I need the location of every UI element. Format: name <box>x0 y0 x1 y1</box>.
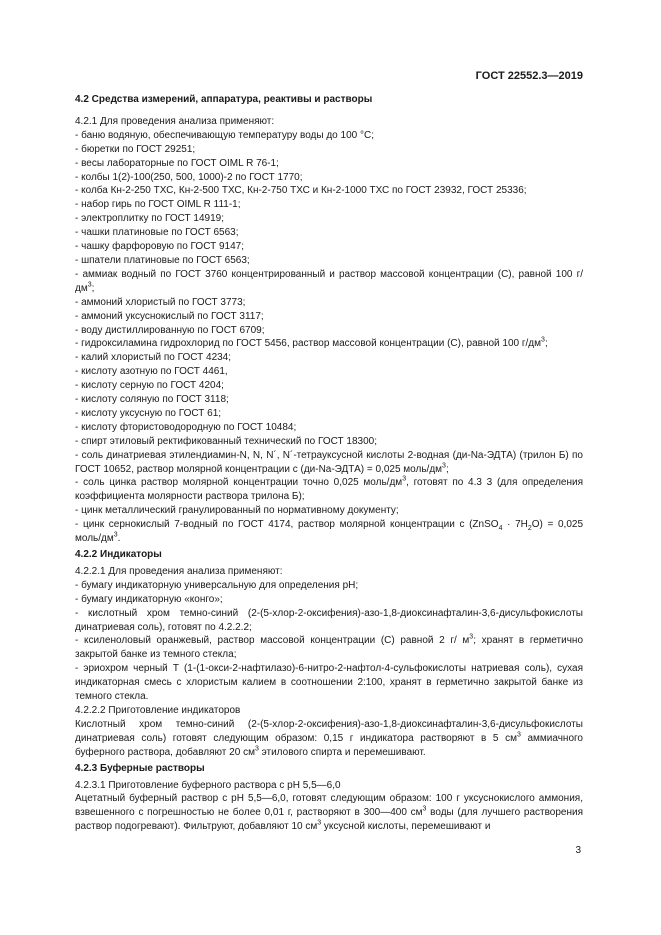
paragraph-indicator-prep <box>75 718 583 760</box>
list-item-text: - гидроксиламина гидрохлорид по ГОСТ 5456, раствор массовой концентрации (С), равной 100 г/дм <box>75 338 542 350</box>
list-item: - кислоту серную по ГОСТ 4204; <box>75 380 224 392</box>
superscript: 3 <box>402 476 407 484</box>
list-item: - аммоний хлористый по ГОСТ 3773; <box>75 296 246 308</box>
paragraph-text: Ацетатный буферный раствор с рН 5,5—6,0, готовят следующим образом: 100 г уксуснокислого аммония, взвешенного с погрешностью не более 0,01 г, растворяют в 300—400 см <box>75 793 583 819</box>
list-item: - набор гирь по ГОСТ OIML R 111-1; <box>75 199 241 211</box>
subscript: 4 <box>498 525 503 533</box>
list-item: - калий хлористый по ГОСТ 4234; <box>75 352 232 364</box>
list-item: - гидроксиламина гидрохлорид по ГОСТ 5456, раствор массовой концентрации (С), равной 100 $г/дм^3$; <box>75 337 548 350</box>
section-heading-4-2-3: 4.2.3 Буферные растворы <box>75 762 205 774</box>
paragraph-4-2-3-1: 4.2.3.1 Приготовление буферного раствора с рН 5,5—6,0 <box>75 779 341 791</box>
paragraph-text: воды (для лучшего растворения раствор подогревают). Фильтруют, добавляют 10 см <box>75 807 583 833</box>
list-item: - колбы 1(2)-100(250, 500, 1000)-2 по ГОСТ 1770; <box>75 171 303 183</box>
list-item-text: - цинк сернокислый 7-водный по ГОСТ 4174, раствор молярной концентрации с (ZnSO <box>75 519 499 531</box>
list-item: - шпатели платиновые по ГОСТ 6563; <box>75 254 250 266</box>
list-item: - цинк металлический гранулированный по нормативному документу; <box>75 505 399 517</box>
list-item: - весы лабораторные по ГОСТ OIML R 76-1; <box>75 157 279 169</box>
paragraph-text: аммиачного буферного раствора, добавляют 20 см <box>75 732 583 758</box>
list-item-text: - соль цинка раствор молярной концентрации точно 0,025 моль/дм <box>75 477 403 489</box>
list-item: - бумагу индикаторную универсальную для определения рН; <box>75 579 359 591</box>
superscript: 3 <box>442 462 446 470</box>
list-item: - цинк сернокислый 7-водный по ГОСТ 4174, раствор молярной концентрации с (ZnSO$_4$ · $7H_2O) = 0,025$ моль/$дм^3$. <box>75 519 584 545</box>
list-item: - бюретки по ГОСТ 29251; <box>75 143 196 155</box>
document-body <box>75 93 583 834</box>
list-item-text: - ксиленоловый оранжевый, раствор массовой концентрации (С) равной 2 г/ м <box>75 635 470 647</box>
list-item: - чашку фарфоровую по ГОСТ 9147; <box>75 241 244 253</box>
page-number: 3 <box>575 845 581 856</box>
list-item: - спирт этиловый ректификованный технический по ГОСТ 18300; <box>75 435 377 447</box>
list-item <box>75 476 583 504</box>
superscript: 3 <box>87 281 92 289</box>
list-item: - кислотный хром темно-синий (2-(5-хлор-2-оксифения)-азо-1,8-диоксинафталин-3,6-дисульфокислоты динатриевая соль), готовят по 4.2.2.2; <box>75 607 583 633</box>
list-item <box>75 634 583 662</box>
list-item-text: , готовят по 4.3 3 (для определения коэффициента молярности раствора трилона Б); <box>75 477 583 503</box>
list-item: - кислоту соляную по ГОСТ 3118; <box>75 394 229 406</box>
superscript: 3 <box>516 731 521 739</box>
list-item: - кислоту уксусную по ГОСТ 61; <box>75 407 222 419</box>
paragraph-4-2-2-2: 4.2.2.2 Приготовление индикаторов <box>75 704 241 716</box>
list-item: - эриохром черный Т (1-(1-окси-2-нафтилазо)-6-нитро-2-нафтол-4-сульфокислоты натриевая соль), сухая индикаторная смесь с хлористым калием в соотношении 2:100, хранят в герметично закрытой банке из темного стекла. <box>75 663 583 703</box>
paragraph-text: Кислотный хром темно-синий (2-(5-хлор-2-оксифения)-азо-1,8-диоксинафталин-3,6-дисульфокислоты динатриевая соль) готовят следующим образом: 0,15 г индикатора растворяют в 5 см <box>75 718 583 744</box>
superscript: 3 <box>254 745 259 753</box>
list-item: - аммиак водный по ГОСТ 3760 концентрированный и раствор массовой концентрации (С), равной 100 $г/дм^3$; <box>75 268 583 294</box>
superscript: 3 <box>113 531 118 539</box>
paragraph-4-2-2-1: 4.2.2.1 Для проведения анализа применяют: <box>75 565 283 577</box>
paragraph-text: уксусной кислоты, перемешивают и <box>321 821 491 833</box>
list-item: - кислоту фтористоводородную по ГОСТ 10484; <box>75 421 297 433</box>
list-item: - бумагу индикаторную «конго»; <box>75 593 223 605</box>
list-item-text: - соль динатриевая этилендиамин-N, N, N´, N´-тетрауксусной кислоты 2-водная (ди-Na-ЭДТА) (трилон Б) по ГОСТ 10652, раствор молярной концентрации с (ди-Na-ЭДТА) = 0,025 моль/дм <box>75 449 583 475</box>
superscript: 3 <box>317 819 322 827</box>
list-item-text: O) = 0,025 моль/дм <box>75 519 584 545</box>
section-heading-4-2: 4.2 Средства измерений, аппаратура, реактивы и растворы <box>75 94 373 105</box>
list-item: - чашки платиновые по ГОСТ 6563; <box>75 227 239 239</box>
list-item: - электроплитку по ГОСТ 14919; <box>75 213 225 225</box>
equipment-list <box>75 129 583 546</box>
paragraph-text: этилового спирта и перемешивают. <box>258 746 426 758</box>
list-item: - соль динатриевая этилендиамин-N, N, N´, N´-тетрауксусной кислоты 2-водная (ди-Na-ЭДТА) (трилон Б) по ГОСТ 10652, раствор молярной концентрации с (ди-Na-ЭДТА) = 0,025 моль/$дм^3$; <box>75 449 583 475</box>
superscript: 3 <box>469 634 474 642</box>
superscript: 3 <box>541 337 545 345</box>
list-item: - аммоний уксуснокислый по ГОСТ 3117; <box>75 310 264 322</box>
list-item: - баню водяную, обеспечивающую температуру воды до 100 °С; <box>75 129 374 141</box>
paragraph-4-2-1: 4.2.1 Для проведения анализа применяют: <box>75 115 275 127</box>
list-item-text: ; хранят в герметично закрытой банке из темного стекла; <box>75 635 583 661</box>
subscript: 2 <box>527 525 532 533</box>
list-item: - колба Кн-2-250 ТХС, Кн-2-500 ТХС, Кн-2-750 ТХС и Кн-2-1000 ТХС по ГОСТ 23932, ГОСТ 25336; <box>75 185 527 197</box>
list-item-text: · 7H <box>502 519 528 531</box>
paragraph-buffer-prep <box>75 792 583 834</box>
list-item: - воду дистиллированную по ГОСТ 6709; <box>75 324 265 336</box>
section-heading-4-2-2: 4.2.2 Индикаторы <box>75 549 162 560</box>
document-code: ГОСТ 22552.3—2019 <box>475 70 583 82</box>
list-item: - кислоту азотную по ГОСТ 4461, <box>75 366 228 378</box>
list-item-text: - аммиак водный по ГОСТ 3760 концентрированный и раствор массовой концентрации (С), равной 100 г/дм <box>75 268 583 294</box>
superscript: 3 <box>422 805 427 813</box>
